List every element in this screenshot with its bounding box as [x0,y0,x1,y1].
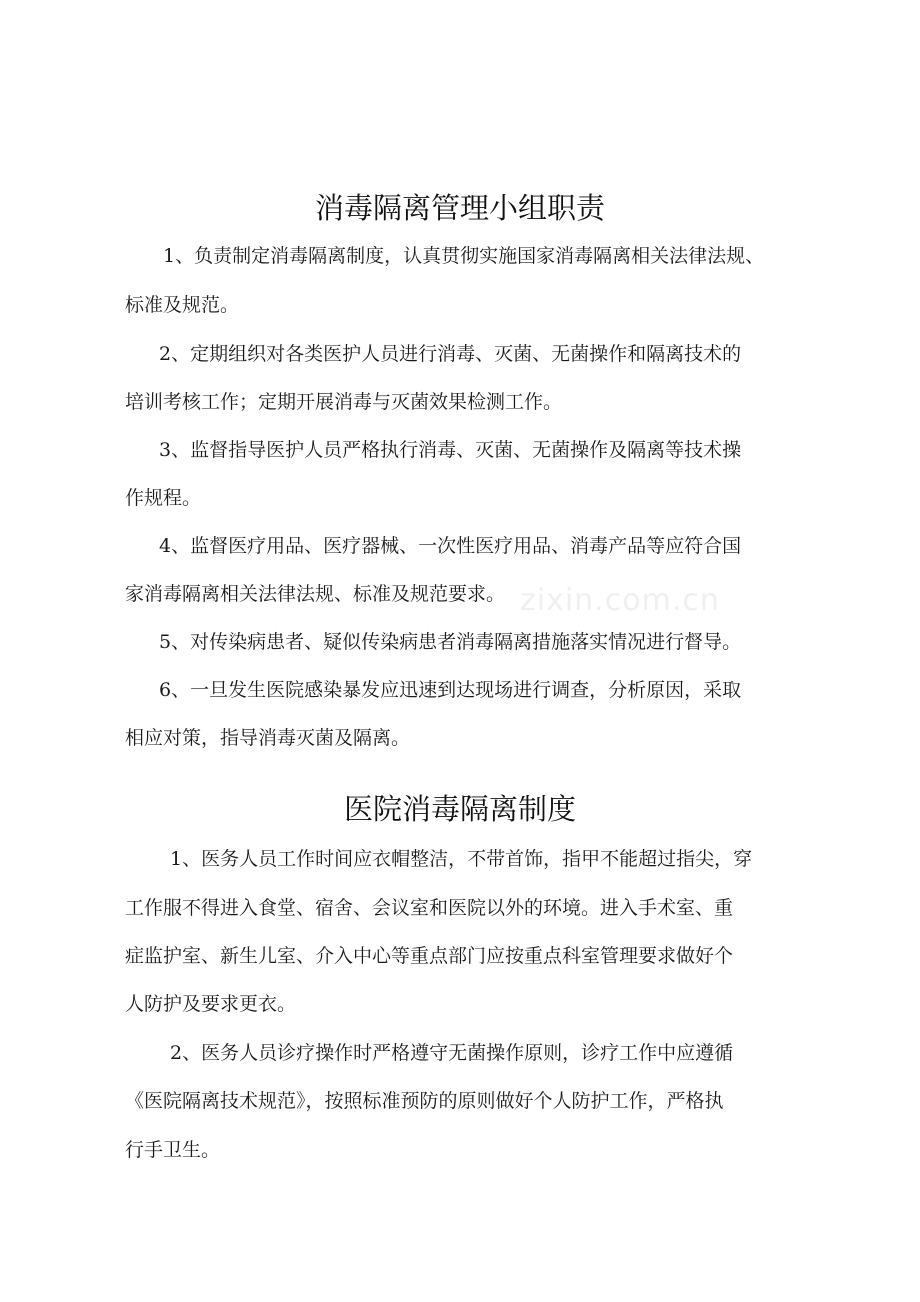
rule-2-line-2: 《医院隔离技术规范》，按照标准预防的原则做好个人防护工作，严格执 [125,1090,724,1112]
duty-2-line-1: 2、定期组织对各类医护人员进行消毒、灭菌、无菌操作和隔离技术的 [159,343,742,365]
watermark-text: zixin.com.cn [520,583,720,618]
duty-6-line-2: 相应对策，指导消毒灭菌及隔离。 [125,727,411,749]
rule-1-line-3: 症监护室、新生儿室、介入中心等重点部门应按重点科室管理要求做好个 [125,945,734,967]
duty-3-line-1: 3、监督指导医护人员严格执行消毒、灭菌、无菌操作及隔离等技术操 [159,439,742,461]
duty-6-line-1: 6、一旦发生医院感染暴发应迅速到达现场进行调查，分析原因，采取 [159,679,742,701]
rule-1-line-4: 人防护及要求更衣。 [125,993,297,1015]
duty-4-line-2: 家消毒隔离相关法律法规、标准及规范要求。 [125,583,506,605]
section-title-duties: 消毒隔离管理小组职责 [314,191,605,225]
duty-2-line-2: 培训考核工作；定期开展消毒与灭菌效果检测工作。 [125,391,563,413]
duty-4-line-1: 4、监督医疗用品、医疗器械、一次性医疗用品、消毒产品等应符合国 [159,535,742,557]
duty-1-line-1: 1、负责制定消毒隔离制度，认真贯彻实施国家消毒隔离相关法律法规、 [163,245,765,267]
duty-1-line-2: 标准及规范。 [125,294,240,316]
duty-3-line-2: 作规程。 [125,487,202,509]
duty-5-line-1: 5、对传染病患者、疑似传染病患者消毒隔离措施落实情况进行督导。 [159,631,742,653]
rule-2-line-1: 2、医务人员诊疗操作时严格遵守无菌操作原则，诊疗工作中应遵循 [170,1042,734,1064]
rule-2-line-3: 行手卫生。 [125,1139,221,1161]
rule-1-line-2: 工作服不得进入食堂、宿舍、会议室和医院以外的环境。进入手术室、重 [125,897,734,919]
section-title-regulations: 医院消毒隔离制度 [343,792,576,826]
rule-1-line-1: 1、医务人员工作时间应衣帽整洁，不带首饰，指甲不能超过指尖，穿 [170,848,753,870]
